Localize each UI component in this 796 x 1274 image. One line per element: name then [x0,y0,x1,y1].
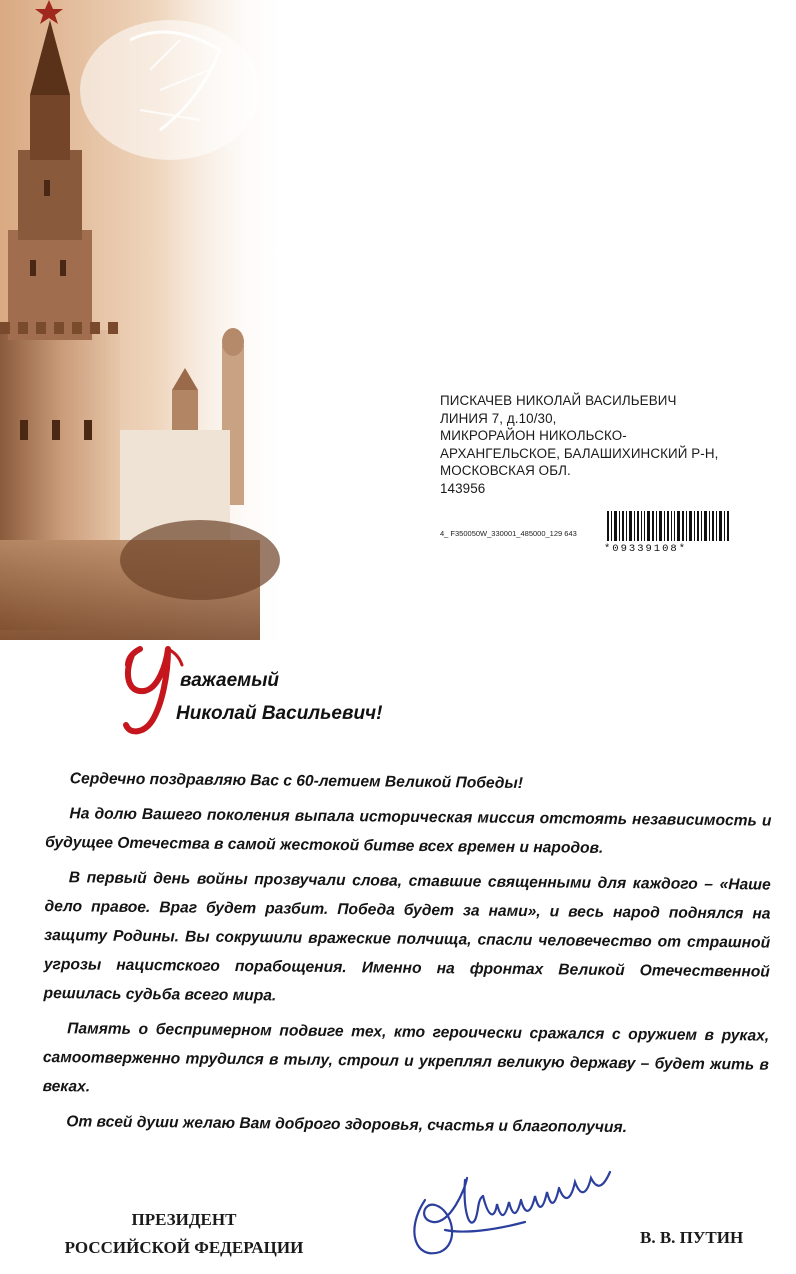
recipient-address [440,392,770,497]
position-line-2: РОССИЙСКОЙ ФЕДЕРАЦИИ [64,1238,304,1257]
body-paragraph: На долю Вашего поколения выпала историческая миссия отстоять независимость и будущее Отечества в самой жестокой битве всех времен и народов. [45,805,772,857]
barcode [607,511,731,541]
body-paragraph: От всей души желаю Вам доброго здоровья, счастья и благополучия. [66,1113,628,1137]
position-line-1: ПРЕЗИДЕНТ [131,1210,237,1229]
barcode-number: *09339108* [604,543,688,555]
mail-code: 4_ F350050W_330001_485000_129 643 [440,529,577,538]
letter-body [42,764,772,1150]
salutation-line-2: Николай Васильевич! [176,703,383,724]
address-line: АРХАНГЕЛЬСКОЕ, БАЛАШИХИНСКИЙ Р-Н, [440,445,719,461]
address-line: МОСКОВСКАЯ ОБЛ. [440,463,571,478]
address-line: ПИСКАЧЕВ НИКОЛАЙ ВАСИЛЬЕВИЧ [440,393,677,408]
signer-name: В. В. ПУТИН [640,1228,744,1247]
kremlin-illustration [0,0,290,640]
address-line: МИКРОРАЙОН НИКОЛЬСКО- [440,428,627,443]
address-postal-code: 143956 [440,480,486,496]
body-paragraph: Память о беспримерном подвиге тех, кто героически сражался с оружием в руках, самоотверженно трудился в тылу, строил и укреплял великую державу – будет жить в веках. [42,1020,770,1096]
salutation-line-1: важаемый [180,670,280,691]
red-star-icon [32,0,66,24]
handwritten-signature [405,1160,620,1265]
signer-position [34,1206,334,1262]
body-paragraph: Сердечно поздравляю Вас с 60-летием Великой Победы! [69,770,524,792]
address-line: ЛИНИЯ 7, д.10/30, [440,410,557,426]
body-paragraph: В первый день войны прозвучали слова, ставшие священными для каждого – «Наше дело правое. Враг будет разбит. Победа будет за нами», и весь народ поднялся на защиту Родины. Вы сокрушили вражеские полчища, спасли человечество от страшной угрозы нацистского порабощения. Именно на фронтах Великой Отечественной решилась судьба всего мира. [43,869,771,1005]
